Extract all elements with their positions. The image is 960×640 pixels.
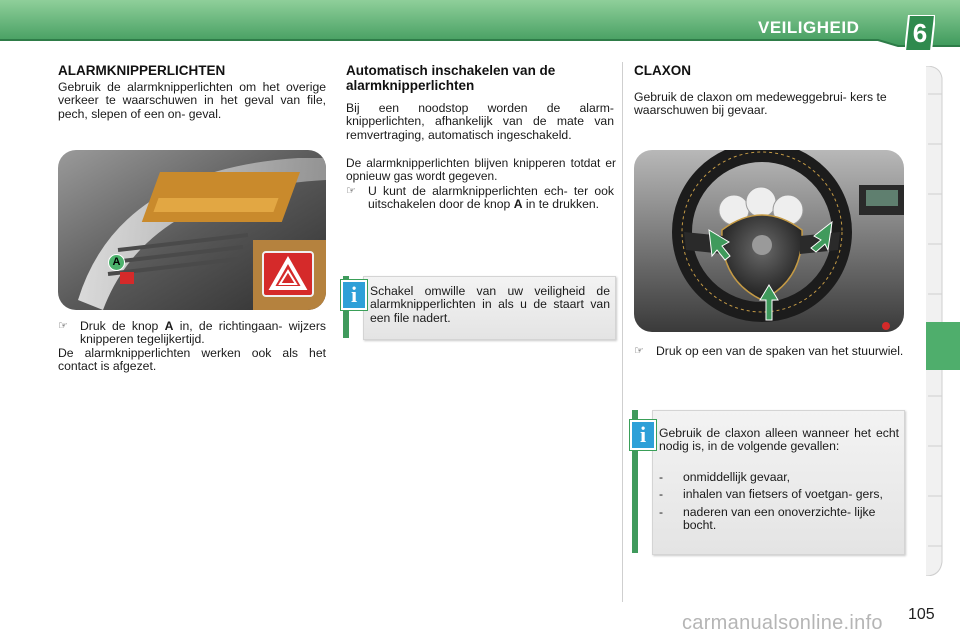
claxon-instruction-bullet	[634, 345, 904, 373]
section-heading-claxon: CLAXON	[634, 63, 691, 78]
alarm-instruction-text: Druk de knop A in, de richtingaan- wijzers knipperen tegelijkertijd.	[80, 319, 326, 347]
auto-paragraph-1: Bij een noodstop worden de alarm- knipperlichten, afhankelijk van de mate van remvertraging, automatisch ingeschakeld.	[346, 101, 614, 142]
list-item: - naderen van een onoverzichte- lijke bocht.	[659, 504, 876, 533]
section-heading-auto: Automatisch inschakelen van de alarmknipperlichten	[346, 63, 556, 93]
page-number: 105	[908, 606, 935, 623]
steering-wheel-photo	[634, 150, 904, 332]
info-box-claxon	[652, 410, 905, 555]
claxon-instruction-text: Druk op een van de spaken van het stuurwiel.	[656, 344, 904, 358]
chapter-title: VEILIGHEID	[758, 18, 860, 37]
dashboard-illustration	[58, 150, 326, 310]
auto-paragraph-2: De alarmknipperlichten blijven knipperen totdat er opnieuw gas wordt gegeven.	[346, 156, 616, 184]
claxon-conditions-list	[659, 471, 899, 533]
alarm-instruction-bullet	[58, 320, 326, 348]
auto-instruction-bullet	[346, 185, 614, 227]
alarm-intro-text: Gebruik de alarmknipperlichten om het overige verkeer te waarschuwen in het geval van file, pech, slepen of een on- geval.	[58, 80, 326, 121]
info-icon: i	[630, 420, 656, 450]
info-box-safety	[363, 276, 616, 340]
chapter-number: 6	[912, 18, 928, 48]
info-icon: i	[341, 280, 367, 310]
info-text-safety: Schakel omwille van uw veiligheid de alarmknipperlichten in als u de staart van een file nadert.	[370, 284, 610, 325]
pointing-hand-icon: ☞	[346, 185, 356, 197]
page-header	[0, 0, 960, 50]
button-key-a: A	[164, 319, 174, 333]
auto-instruction-text: U kunt de alarmknipperlichten ech- ter ook uitschakelen door de knop A in te drukken.	[368, 184, 614, 212]
info-text-claxon-intro: Gebruik de claxon alleen wanneer het echt nodig is, in de volgende gevallen:	[659, 426, 899, 454]
steering-wheel-illustration	[634, 150, 904, 332]
hazard-switch-photo	[58, 150, 326, 310]
callout-label-a: A	[108, 254, 125, 271]
watermark: carmanualsonline.info	[682, 612, 883, 634]
button-key-a: A	[513, 197, 523, 212]
section-heading-alarm: ALARMKNIPPERLICHTEN	[58, 63, 226, 78]
column-divider	[622, 62, 623, 602]
list-item: - onmiddellijk gevaar,	[659, 470, 791, 484]
alarm-outro-text: De alarmknipperlichten werken ook als het contact is afgezet.	[58, 346, 326, 374]
pointing-hand-icon: ☞	[634, 345, 644, 357]
claxon-intro-text: Gebruik de claxon om medeweggebrui- kers te waarschuwen bij gevaar.	[634, 90, 887, 118]
chapter-tab-strip	[926, 66, 960, 576]
pointing-hand-icon: ☞	[58, 320, 68, 332]
list-item: - inhalen van fietsers of voetgan- gers,	[659, 487, 883, 502]
